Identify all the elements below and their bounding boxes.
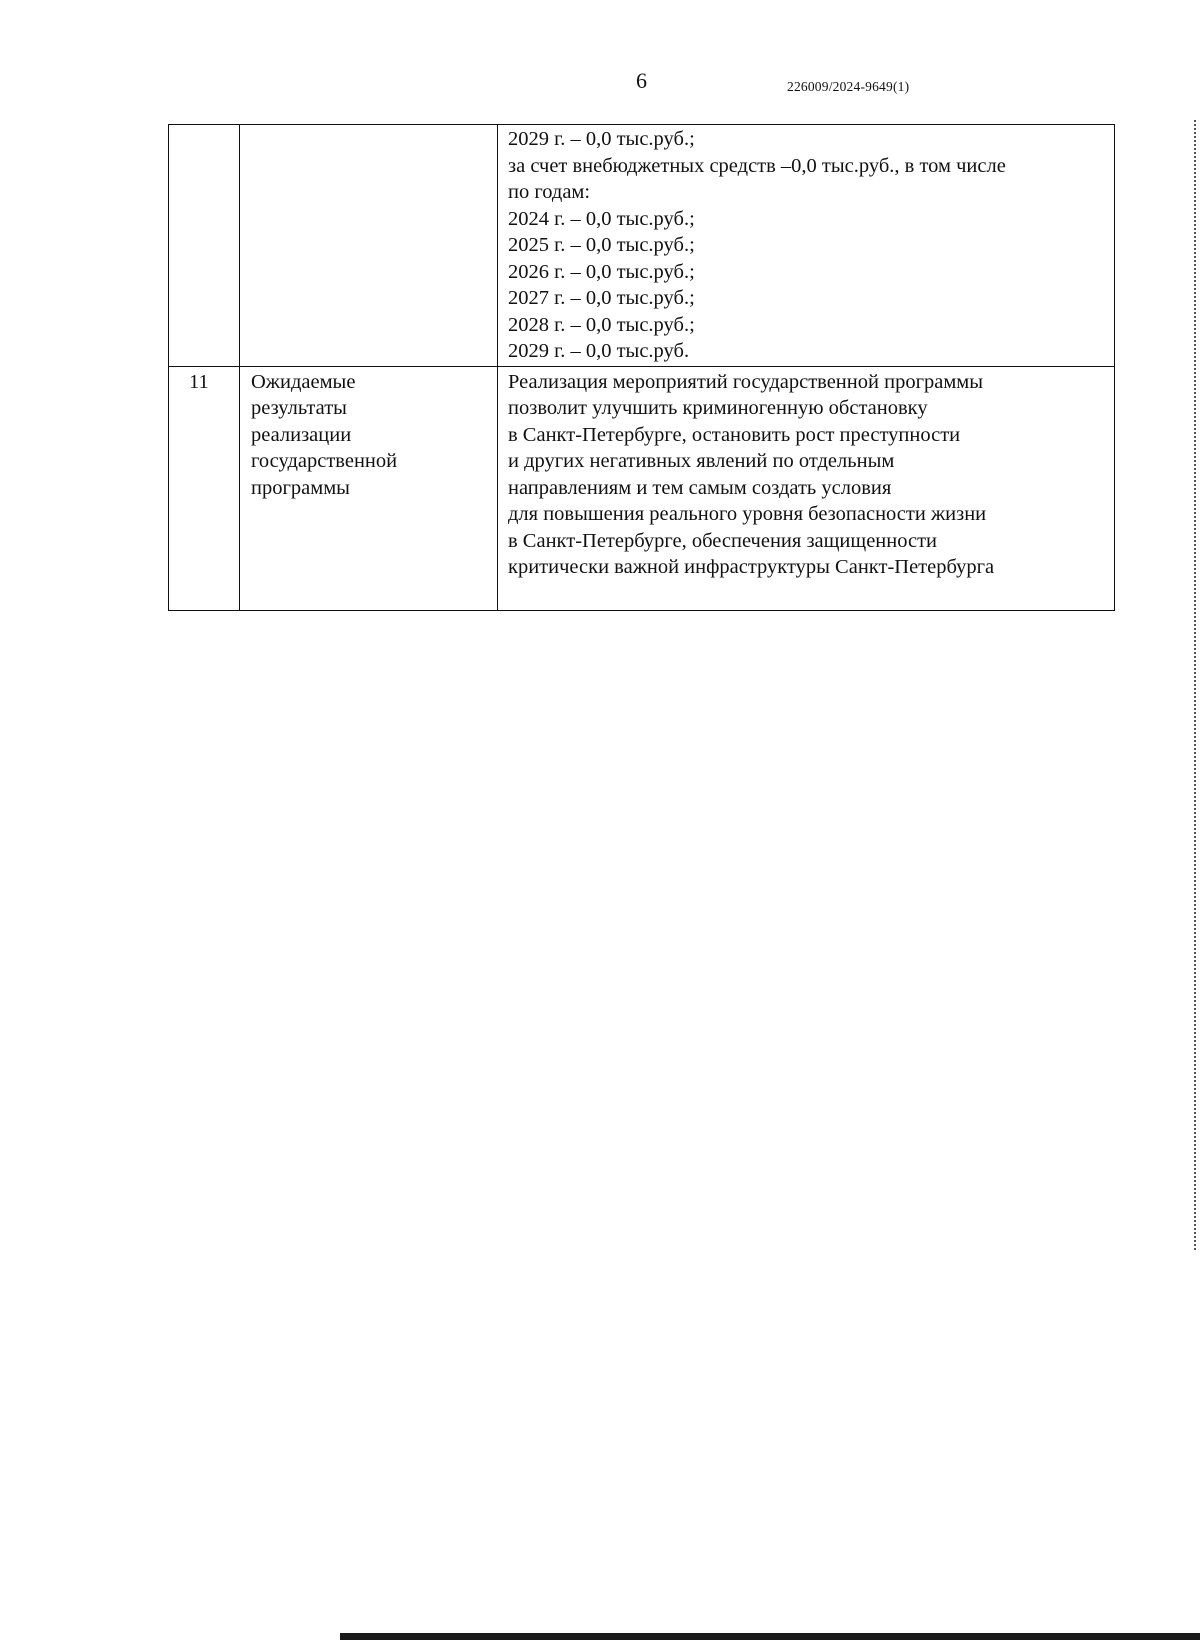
text-line: реализации	[251, 423, 352, 446]
page-number: 6	[636, 68, 647, 93]
text-line: направлениям и тем самым создать условия	[508, 476, 892, 499]
text-line: критически важной инфраструктуры Санкт-Петербурга	[508, 556, 995, 578]
text-line: за счет внебюджетных средств –0,0 тыс.руб., в том числе	[508, 154, 1006, 177]
text-line: 2027 г. – 0,0 тыс.руб.;	[508, 287, 695, 309]
text-line: 2029 г. – 0,0 тыс.руб.;	[508, 128, 695, 150]
row-name	[240, 367, 497, 502]
text-line: 2026 г. – 0,0 тыс.руб.;	[508, 260, 695, 283]
row-value	[498, 367, 1114, 581]
row-number	[169, 125, 239, 127]
text-line: позволит улучшить криминогенную обстановку	[508, 397, 928, 419]
scan-edge-artifact	[1193, 120, 1196, 1250]
program-passport-table	[168, 124, 1115, 611]
row-value	[498, 125, 1114, 366]
row-number-cell	[169, 125, 240, 367]
row-name-cell	[240, 125, 498, 367]
text-line: в Санкт-Петербурге, обеспечения защищенности	[508, 529, 938, 552]
row-number: 11	[189, 370, 209, 393]
text-line: в Санкт-Петербурге, остановить рост преступности	[508, 423, 961, 446]
document-id: 226009/2024-9649(1)	[787, 79, 910, 94]
text-line: Ожидаемые	[251, 370, 356, 393]
text-line: 2024 г. – 0,0 тыс.руб.;	[508, 207, 695, 230]
text-line: государственной	[251, 450, 398, 472]
text-line: 2025 г. – 0,0 тыс.руб.;	[508, 234, 695, 256]
row-value-cell	[498, 366, 1115, 610]
row-value-cell	[498, 125, 1115, 367]
text-line: 2029 г. – 0,0 тыс.руб.	[508, 340, 690, 362]
text-line: Реализация мероприятий государственной программы	[508, 370, 984, 393]
text-line: и других негативных явлений по отдельным	[508, 450, 895, 472]
row-name-cell	[240, 366, 498, 610]
text-line: результаты	[251, 397, 347, 419]
text-line: по годам:	[508, 181, 591, 203]
table-row	[169, 366, 1115, 610]
scan-bottom-artifact	[340, 1633, 1200, 1640]
text-line: программы	[251, 476, 350, 499]
table-row	[169, 125, 1115, 367]
text-line: для повышения реального уровня безопасности жизни	[508, 503, 987, 525]
text-line: 2028 г. – 0,0 тыс.руб.;	[508, 313, 695, 336]
row-name	[240, 125, 497, 127]
row-number-cell	[169, 366, 240, 610]
